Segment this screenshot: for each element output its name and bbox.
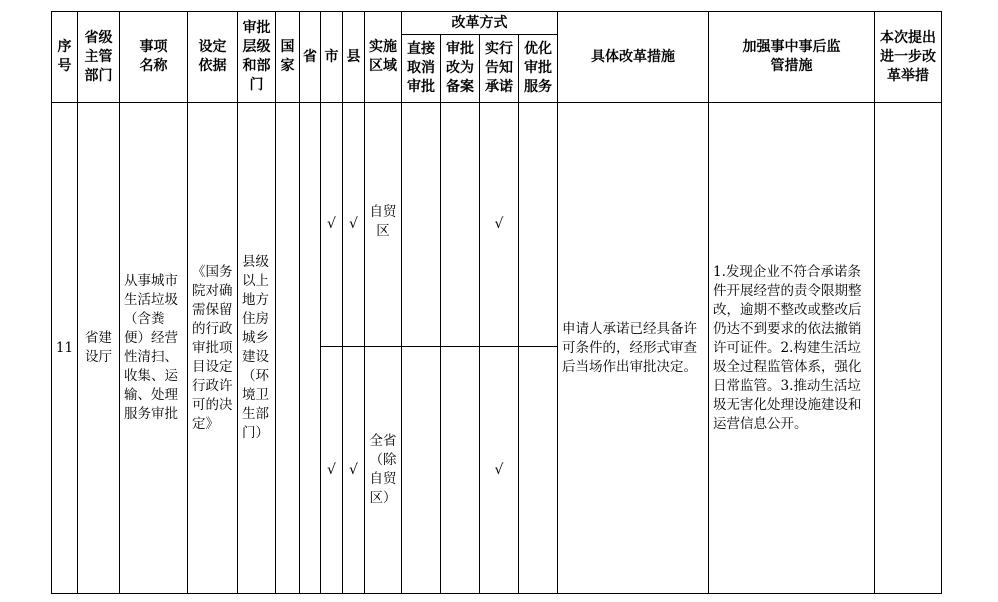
cell-dept: 省建设厅 <box>78 103 120 594</box>
header-item-name: 事项名称 <box>120 12 188 103</box>
header-level: 审批层级和部门 <box>238 12 276 103</box>
cell-optimize-1 <box>519 103 558 347</box>
table-row <box>52 103 942 347</box>
header-province: 省 <box>300 12 321 103</box>
cell-item-name: 从事城市生活垃圾（含粪便）经营性清扫、收集、运输、处理服务审批 <box>120 103 188 594</box>
cell-seq: 11 <box>52 103 78 594</box>
header-county: 县 <box>343 12 365 103</box>
cell-supervision: 1.发现企业不符合承诺条件开展经营的责令限期整改，逾期不整改或整改后仍达不到要求的依法撤销许可证件。2.构建生活垃圾全过程监管体系，强化日常监管。3.推动生活垃圾无害化处理设施建设和运营信息公开。 <box>709 103 875 594</box>
cell-basis: 《国务院对确需保留的行政审批项目设定行政许可的决定》 <box>188 103 238 594</box>
header-filing: 审批改为备案 <box>441 35 480 103</box>
cell-area-2: 全省（除自贸区） <box>365 347 402 594</box>
cell-province <box>300 103 321 594</box>
header-row-1 <box>52 12 942 35</box>
header-cancel: 直接取消审批 <box>402 35 441 103</box>
header-further: 本次提出进一步改革举措 <box>875 12 942 103</box>
cell-cancel-1 <box>402 103 441 347</box>
header-city: 市 <box>321 12 343 103</box>
header-seq: 序号 <box>52 12 78 103</box>
header-supervision: 加强事中事后监管措施 <box>709 12 875 103</box>
reform-table <box>51 11 942 594</box>
cell-county-2: √ <box>343 347 365 594</box>
cell-cancel-2 <box>402 347 441 594</box>
header-basis: 设定依据 <box>188 12 238 103</box>
cell-level: 县级以上地方住房城乡建设（环境卫生部门） <box>238 103 276 594</box>
cell-optimize-2 <box>519 347 558 594</box>
cell-further <box>875 103 942 594</box>
cell-promise-1: √ <box>480 103 519 347</box>
cell-promise-2: √ <box>480 347 519 594</box>
cell-measures: 申请人承诺已经具备许可条件的，经形式审查后当场作出审批决定。 <box>558 103 709 594</box>
cell-area-1: 自贸区 <box>365 103 402 347</box>
cell-city-1: √ <box>321 103 343 347</box>
cell-filing-1 <box>441 103 480 347</box>
header-measures: 具体改革措施 <box>558 12 709 103</box>
header-optimize: 优化审批服务 <box>519 35 558 103</box>
header-national: 国家 <box>276 12 300 103</box>
header-promise: 实行告知承诺 <box>480 35 519 103</box>
header-dept: 省级主管部门 <box>78 12 120 103</box>
cell-national <box>276 103 300 594</box>
cell-filing-2 <box>441 347 480 594</box>
header-area: 实施区域 <box>365 12 402 103</box>
cell-city-2: √ <box>321 347 343 594</box>
cell-county-1: √ <box>343 103 365 347</box>
header-reform-group: 改革方式 <box>402 12 558 35</box>
